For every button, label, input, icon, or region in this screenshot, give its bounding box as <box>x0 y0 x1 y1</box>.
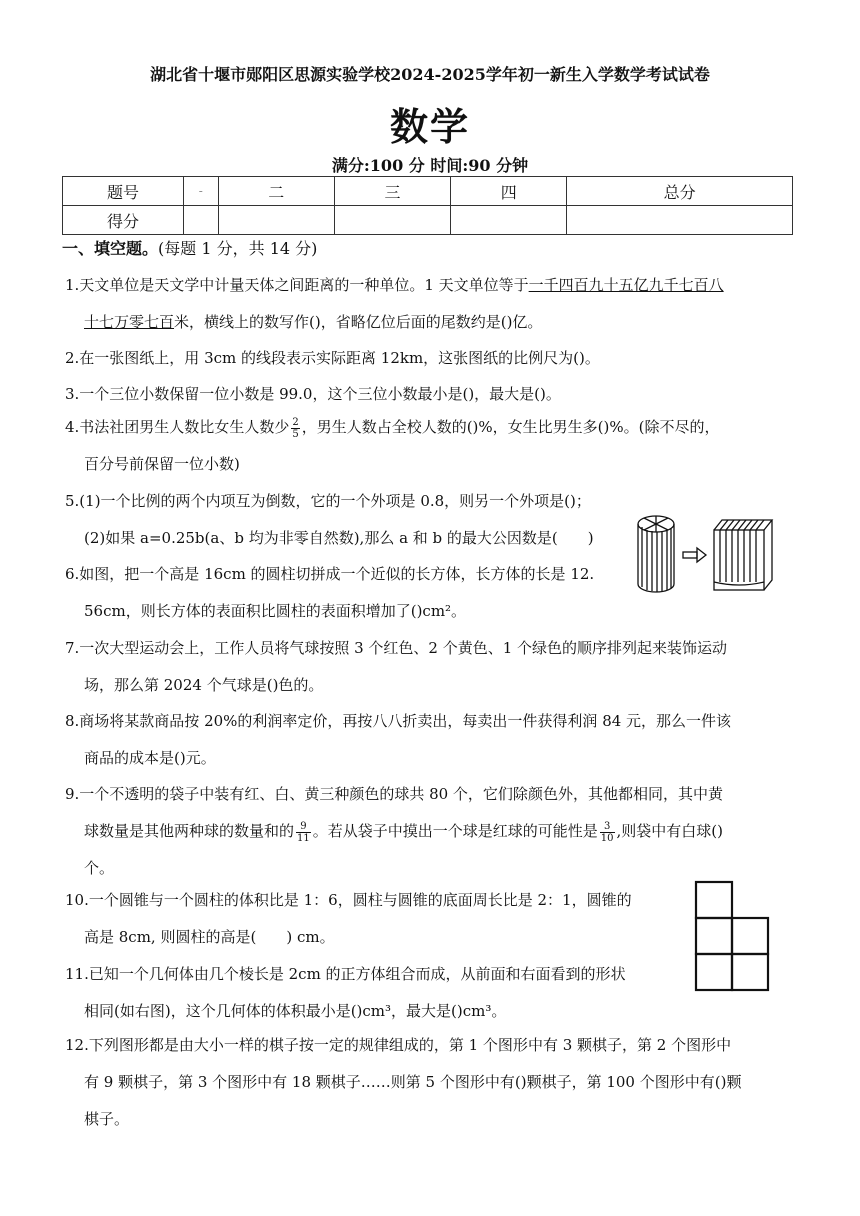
score-table-cell: 题号 <box>63 177 184 206</box>
q6-text-a: 6.如图，把一个高是 16cm 的圆柱切拼成一个近似的长方体，长方体的长是 12. <box>65 565 595 583</box>
q9-text-b3: ,则袋中有白球() <box>616 822 723 840</box>
question-9 <box>65 776 800 887</box>
q9-text-c: 个。 <box>84 859 115 877</box>
q10-text-b: 高是 8cm, 则圆柱的高是( ) cm。 <box>84 928 335 946</box>
q10-text-a: 10.一个圆锥与一个圆柱的体积比是 1：6，圆柱与圆锥的底面周长比是 2：1，圆锥的 <box>65 891 632 909</box>
question-3 <box>65 376 800 413</box>
score-table-score-row <box>63 206 793 235</box>
score-table-cell: 三 <box>334 177 450 206</box>
exam-title: 湖北省十堰市郧阳区思源实验学校2024-2025学年初一新生入学数学考试试卷 <box>150 65 710 84</box>
q9-text-a: 9.一个不透明的袋子中装有红、白、黄三种颜色的球共 80 个，它们除颜色外，其他都相同，其中黄 <box>65 785 723 803</box>
q8-text-a: 8.商场将某款商品按 20%的利润率定价，再按八八折卖出，每卖出一件获得利润 84 元，那么一件该 <box>65 712 732 730</box>
score-table-cell: 得分 <box>63 206 184 235</box>
section-title: 一、填空题。 <box>62 239 159 258</box>
q7-text-b: 场，那么第 2024 个气球是()色的。 <box>84 676 324 694</box>
q5-text-b: (2)如果 a=0.25b(a、b 均为非零自然数),那么 a 和 b 的最大公因数是( ) <box>84 529 594 547</box>
fraction-denominator: 5 <box>292 428 299 440</box>
q9-fraction-2 <box>600 821 615 844</box>
exam-meta: 满分:100 分 时间:90 分钟 <box>331 156 529 175</box>
question-12 <box>65 1027 800 1138</box>
section-note: (每题 1 分，共 14 分) <box>158 239 318 258</box>
score-blank-cell <box>184 206 219 235</box>
score-blank-cell <box>567 206 793 235</box>
q6-text-b: 56cm，则长方体的表面积比圆柱的表面积增加了()cm²。 <box>84 602 467 620</box>
question-6 <box>65 556 645 630</box>
q8-text-b: 商品的成本是()元。 <box>84 749 216 767</box>
q4-fraction <box>291 417 299 440</box>
score-blank-cell <box>334 206 450 235</box>
score-table-header-row <box>63 177 793 206</box>
question-8 <box>65 703 800 777</box>
q2-text: 2.在一张图纸上，用 3cm 的线段表示实际距离 12km，这张图纸的比例尺为()。 <box>65 349 600 367</box>
q5-text-a: 5.(1)一个比例的两个内项互为倒数，它的一个外项是 0.8，则另一个外项是()； <box>65 492 591 510</box>
fraction-numerator: 3 <box>600 821 615 833</box>
q9-fraction-1 <box>296 821 311 844</box>
q12-text-b: 有 9 颗棋子，第 3 个图形中有 18 颗棋子……则第 5 个图形中有()颗棋子，第 100 个图形中有()颗 <box>84 1073 742 1091</box>
cylinder-to-cuboid-figure <box>636 512 776 598</box>
question-2 <box>65 340 800 377</box>
score-table-cell: 总分 <box>567 177 793 206</box>
q12-text-a: 12.下列图形都是由大小一样的棋子按一定的规律组成的，第 1 个图形中有 3 颗棋子，第 2 个图形中 <box>65 1036 732 1054</box>
q11-text-a: 11.已知一个几何体由几个棱长是 2cm 的正方体组合而成，从前面和右面看到的形状 <box>65 965 626 983</box>
question-10 <box>65 882 690 956</box>
section-heading <box>62 236 317 259</box>
score-blank-cell <box>218 206 334 235</box>
q9-text-b1: 球数量是其他两种球的数量和的 <box>84 822 295 840</box>
q3-text: 3.一个三位小数保留一位小数是 99.0，这个三位小数最小是()，最大是()。 <box>65 385 561 403</box>
q1-underlined-a: 一千四百九十五亿九千七百八 <box>528 276 724 294</box>
fraction-numerator: 2 <box>292 416 299 428</box>
question-1 <box>65 267 800 341</box>
q4-text-b: ，男生人数占全校人数的()%，女生比男生多()%。(除不尽的， <box>301 418 720 436</box>
question-7 <box>65 630 800 704</box>
score-table <box>62 176 793 235</box>
cube-view-figure <box>694 880 804 992</box>
q1-text-a: 1.天文单位是天文学中计量天体之间距离的一种单位。1 天文单位等于 <box>65 276 529 294</box>
q1-underlined-b: 十七万零七百 <box>84 313 175 331</box>
q4-text-a: 4.书法社团男生人数比女生人数少 <box>65 418 290 436</box>
subject-title: 数学 <box>389 104 470 149</box>
q1-text-b: 米，横线上的数写作()，省略亿位后面的尾数约是()亿。 <box>174 313 543 331</box>
score-blank-cell <box>451 206 567 235</box>
q11-text-b: 相同(如右图)，这个几何体的体积最小是()cm³，最大是()cm³。 <box>84 1002 507 1020</box>
score-table-cell: - <box>184 177 219 206</box>
score-table-cell: 四 <box>451 177 567 206</box>
q9-text-b2: 。若从袋子中摸出一个球是红球的可能性是 <box>312 822 598 840</box>
question-11 <box>65 956 690 1030</box>
fraction-denominator: 10 <box>600 832 614 844</box>
question-4 <box>65 409 800 483</box>
score-table-cell: 二 <box>218 177 334 206</box>
fraction-numerator: 9 <box>296 821 311 833</box>
q4-text-c: 百分号前保留一位小数) <box>84 455 240 473</box>
q12-text-c: 棋子。 <box>84 1110 130 1128</box>
q7-text-a: 7.一次大型运动会上，工作人员将气球按照 3 个红色、2 个黄色、1 个绿色的顺序排列起来装饰运动 <box>65 639 728 657</box>
fraction-denominator: 11 <box>297 832 310 844</box>
